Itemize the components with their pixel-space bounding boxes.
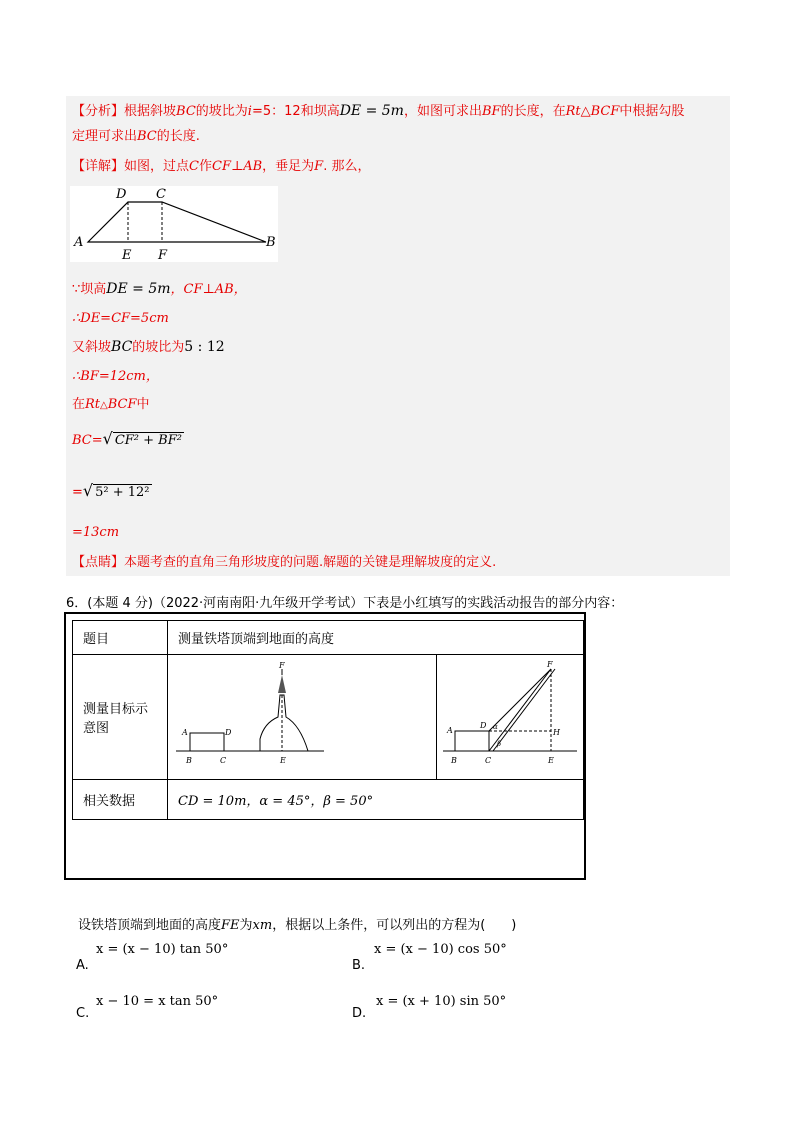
step-5: 在Rt△BCF中: [72, 397, 150, 412]
row-data-label: 相关数据: [73, 780, 168, 820]
solution-block: [66, 96, 730, 576]
row-diagram-label: 测量目标示 意图: [73, 655, 168, 780]
trapezoid-dam-figure: [70, 186, 278, 262]
fig1-label-d: D: [225, 728, 232, 737]
report-table: [72, 620, 584, 820]
option-d-letter[interactable]: D.: [352, 1006, 367, 1021]
option-a-letter[interactable]: A.: [76, 958, 89, 973]
row-data-value: CD = 10m，α = 45°，β = 50°: [168, 780, 584, 820]
row-title-label: 题目: [73, 621, 168, 655]
analysis-line-1: 【分析】根据斜坡BC的坡比为i=5：12和坝高DE = 5m，如图可求出BF的长度，在Rt△BCF中根据勾股: [72, 103, 685, 119]
step-8: =13cm: [72, 525, 120, 540]
step-7: =√ 5² + 12²: [72, 481, 150, 500]
label-a: A: [74, 235, 84, 250]
fig2-label-c: C: [485, 756, 492, 765]
tower-figure-2: [437, 655, 583, 775]
sqrt-expression-1: √ CF² + BF²: [102, 429, 182, 448]
fig1-label-f: F: [279, 661, 285, 670]
sqrt-expression-2: √ 5² + 12²: [82, 481, 150, 500]
fig2-label-e: E: [548, 756, 554, 765]
option-b-expression: x = (x − 10) cos 50°: [374, 942, 507, 957]
fig2-label-a: A: [447, 726, 453, 735]
analysis-line-2: 定理可求出BC的长度.: [72, 129, 200, 144]
fig1-label-b: B: [186, 756, 192, 765]
step-6: BC=√ CF² + BF²: [72, 429, 182, 448]
option-d-expression: x = (x + 10) sin 50°: [376, 994, 507, 1009]
diagram-cell-2: [437, 655, 584, 780]
trapezoid-outline: [88, 202, 266, 242]
fig2-label-beta: β: [497, 740, 502, 748]
fig2-label-h: H: [553, 728, 560, 737]
fig1-label-a: A: [182, 728, 188, 737]
question-meta: (本题 4 分)（2022·河南南阳·九年级开学考试）下表是小红填写的实践活动报告的部分内容：: [87, 596, 624, 611]
step-3: 又斜坡BC的坡比为5 : 12: [72, 339, 225, 355]
fig2-label-d: D: [480, 721, 487, 730]
question-header: [66, 592, 623, 611]
question-stem: 设铁塔顶端到地面的高度FE为xm，根据以上条件，可以列出的方程为( ): [78, 918, 517, 933]
label-c: C: [156, 187, 166, 202]
row-title-value: 测量铁塔顶端到地面的高度: [168, 621, 584, 655]
option-c-expression: x − 10 = x tan 50°: [96, 994, 219, 1009]
step-4: ∴BF=12cm，: [72, 369, 159, 384]
option-b-letter[interactable]: B.: [352, 958, 366, 973]
analysis-tag: 【分析】: [72, 104, 125, 119]
detail-line: 【详解】如图，过点C作CF⊥AB，垂足为F. 那么，: [72, 159, 371, 174]
option-a-expression: x = (x − 10) tan 50°: [96, 942, 229, 957]
label-e: E: [122, 248, 132, 262]
label-f: F: [158, 248, 168, 262]
fig2-label-b: B: [451, 756, 457, 765]
comment-tag: 【点睛】: [72, 555, 125, 570]
diagram-cell-1: [168, 655, 437, 780]
de-expression: DE = 5m: [339, 103, 404, 119]
fig1-label-e: E: [280, 756, 286, 765]
step-2: ∴DE=CF=5cm: [72, 311, 169, 326]
step-1: ∵坝高DE = 5m，CF⊥AB，: [72, 281, 247, 297]
tower-figure-1: [168, 655, 436, 775]
option-c-letter[interactable]: C.: [76, 1006, 90, 1021]
detail-tag: 【详解】: [72, 159, 125, 174]
label-d: D: [116, 187, 127, 202]
fig2-label-alpha: α: [493, 723, 498, 731]
question-number: 6．: [66, 596, 88, 611]
comment-line: 【点睛】本题考查的直角三角形坡度的问题.解题的关键是理解坡度的定义.: [72, 555, 497, 570]
label-b: B: [266, 235, 276, 250]
fig1-label-c: C: [220, 756, 227, 765]
report-table-frame: [64, 612, 586, 880]
fig2-label-f: F: [547, 660, 553, 669]
